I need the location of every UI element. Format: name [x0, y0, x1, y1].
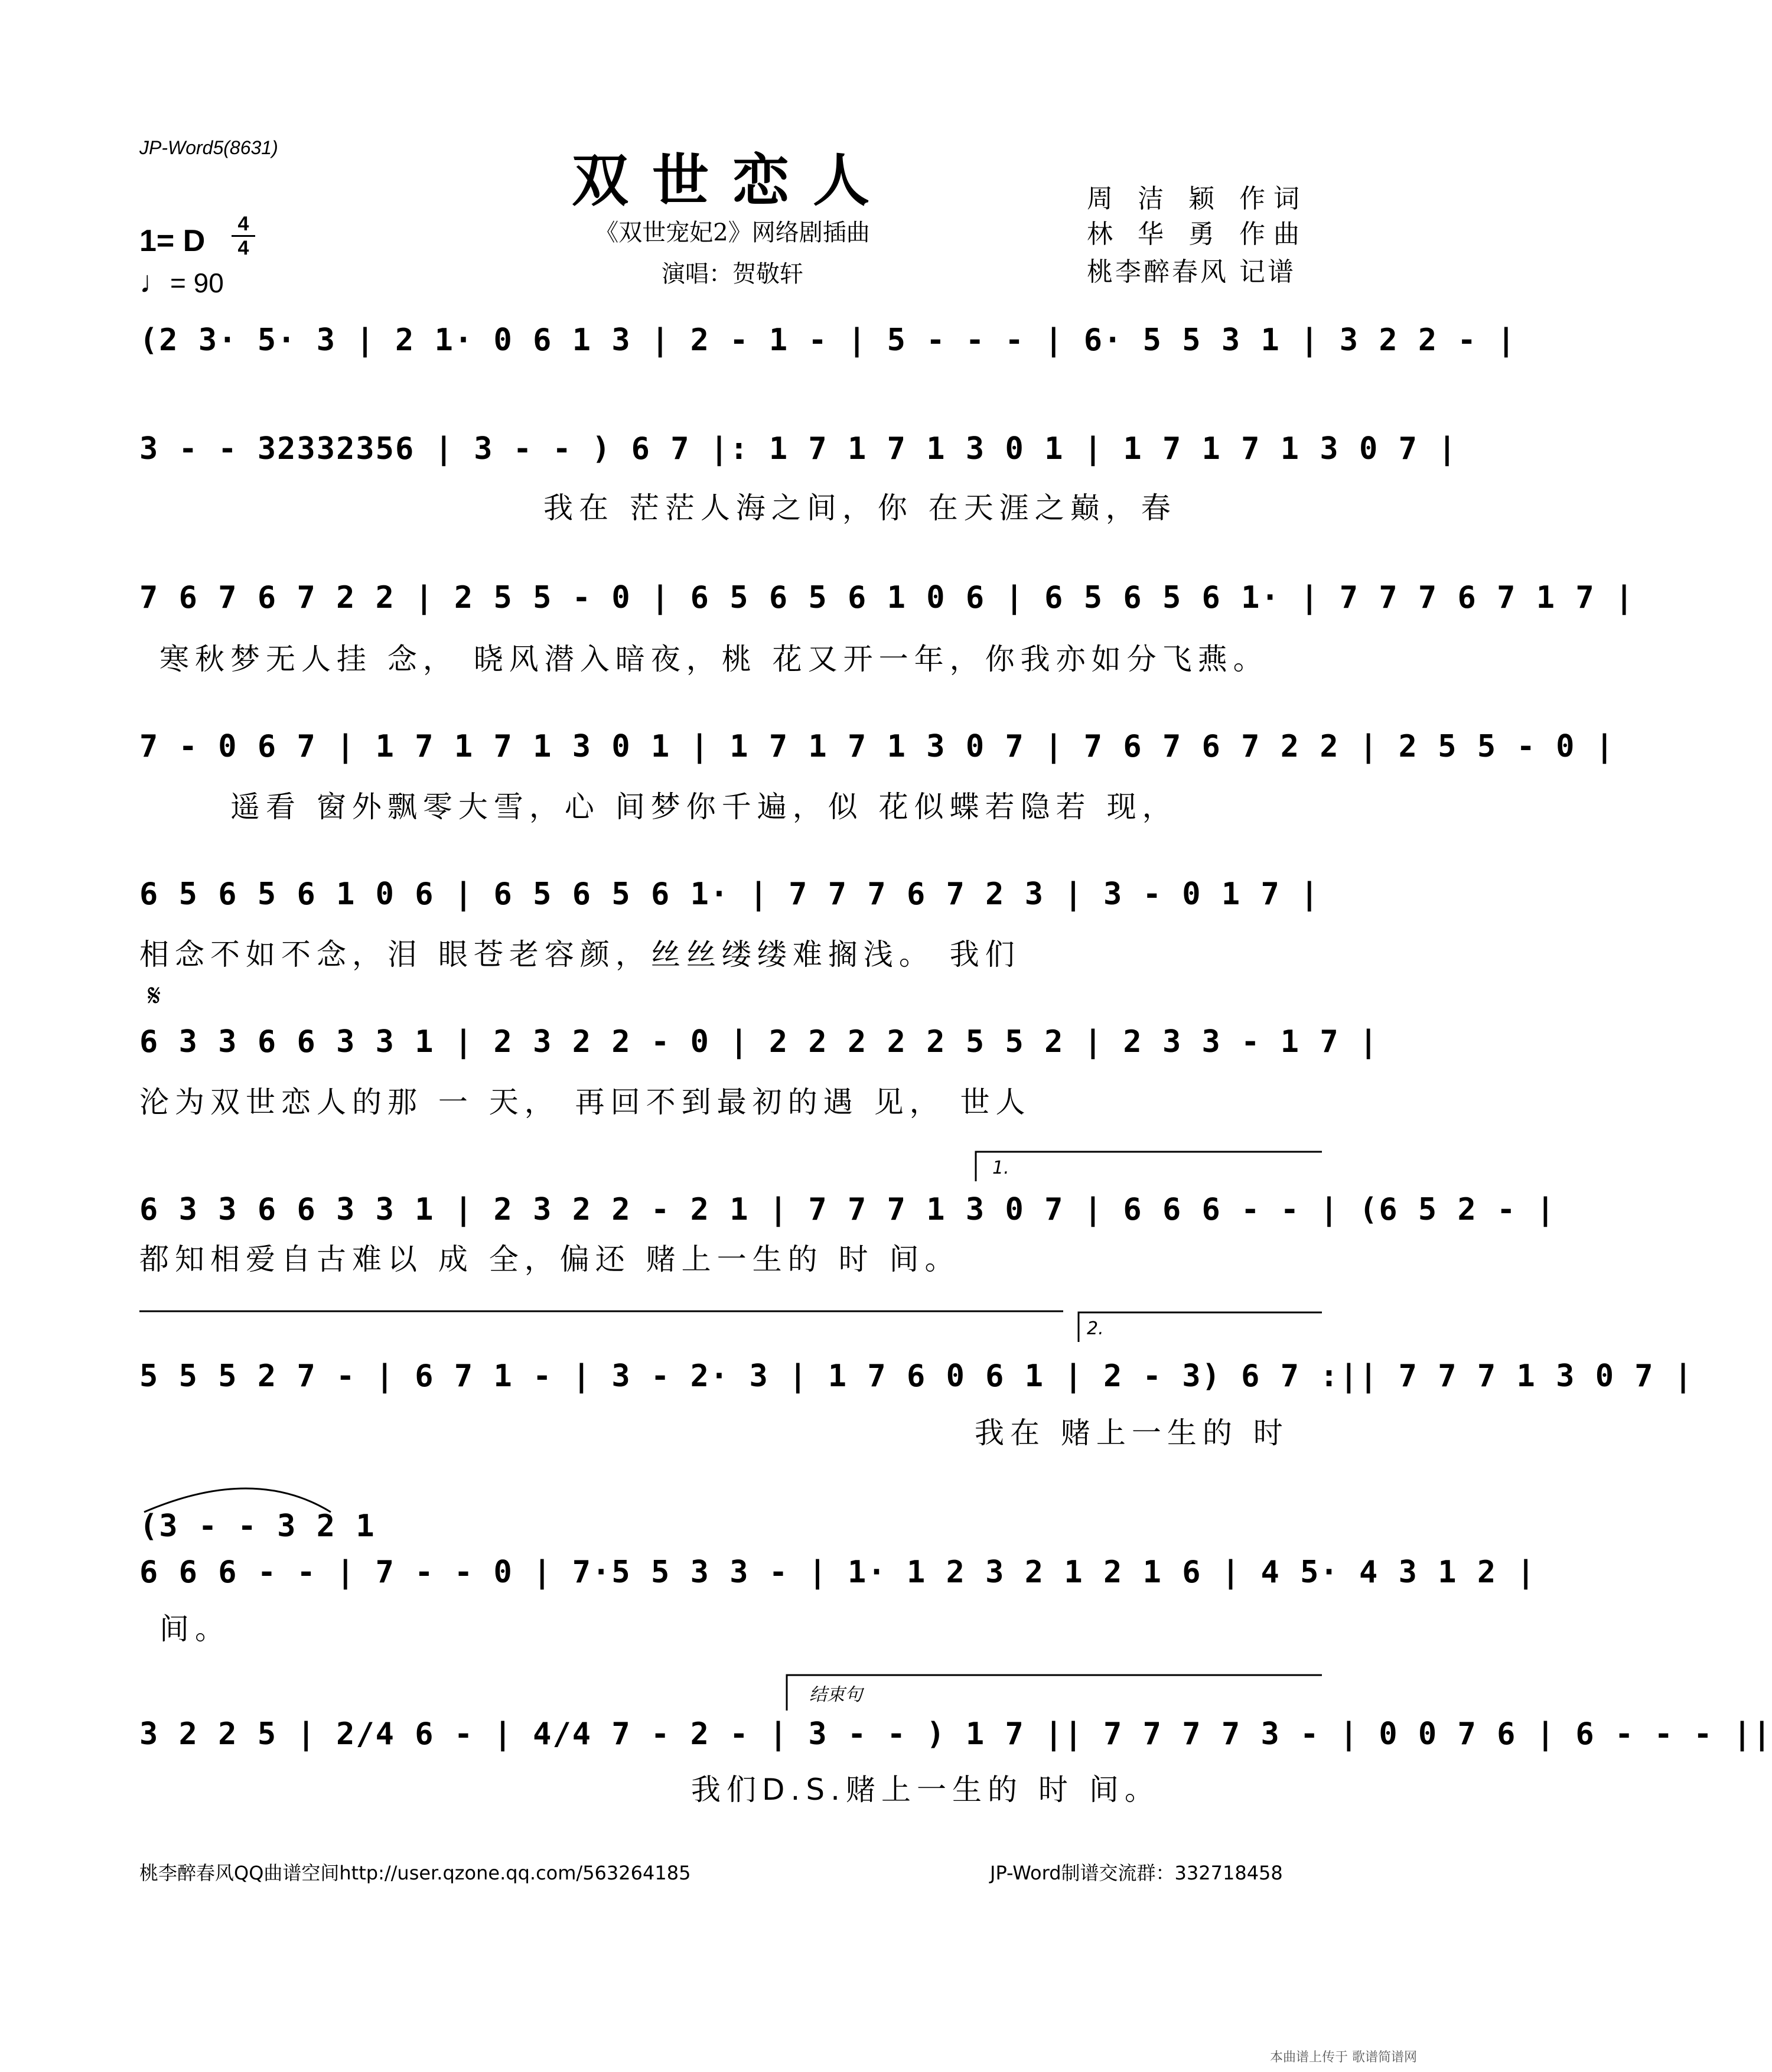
ending-section-label: 结束句 — [809, 1685, 862, 1705]
lyricist-credit: 周 洁 颖 作词 — [1087, 184, 1308, 214]
source-id: JP-Word5(8631) — [139, 137, 278, 158]
first-ending-label: 1. — [992, 1158, 1009, 1178]
second-ending-bracket — [1079, 1312, 1322, 1342]
system-5-notes: 6 5 6 5 6 1 0 6 | 6 5 6 5 6 1· | 7 7 7 6 7 2 3 | 3 - 0 1 7 | — [139, 877, 1320, 912]
system-3-notes: 7 6 7 6 7 2 2 | 2 5 5 - 0 | 6 5 6 5 6 1 0 6 | 6 5 6 5 6 1· | 7 7 7 6 7 1 7 | — [139, 580, 1635, 615]
system-2-lyrics: 我在 茫茫人海之间，你 在天涯之巅，春 — [543, 491, 1177, 525]
system-3-lyrics: 寒秋梦无人挂 念， 晓风潜入暗夜，桃 花又开一年，你我亦如分飞燕。 — [159, 642, 1269, 676]
footer-group-info: JP-Word制谱交流群：332718458 — [990, 1862, 1283, 1884]
system-8-lyrics: 我在 赌上一生的 时 — [975, 1416, 1289, 1450]
footer-qzone-link: 桃李醉春风QQ曲谱空间http://user.qzone.qq.com/563264185 — [139, 1862, 691, 1884]
system-4-lyrics: 遥看 窗外飘零大雪，心 间梦你千遍，似 花似蝶若隐若 现， — [230, 790, 1178, 824]
system-7-notes: 6 3 3 6 6 3 3 1 | 2 3 2 2 - 2 1 | 7 7 7 1 3 0 7 | 6 6 6 - - | (6 5 2 - | — [139, 1192, 1556, 1227]
singer-credit: 演唱：贺敬轩 — [662, 260, 803, 288]
tempo-value: = 90 — [170, 268, 224, 298]
system-4-notes: 7 - 0 6 7 | 1 7 1 7 1 3 0 1 | 1 7 1 7 1 3 0 7 | 7 6 7 6 7 2 2 | 2 5 5 - 0 | — [139, 729, 1615, 764]
system-2-notes: 3 - - 32332356 | 3 - - ) 6 7 |: 1 7 1 7 1 3 0 1 | 1 7 1 7 1 3 0 7 | — [139, 431, 1458, 467]
system-10-lyrics: 我们D.S.赌上一生的 时 间。 — [691, 1773, 1160, 1807]
key-signature: 1= D — [139, 224, 206, 258]
song-title: 双世恋人 — [572, 147, 893, 214]
system-5-lyrics: 相念不如不念，泪 眼苍老容颜，丝丝缕缕难搁浅。 我们 — [139, 937, 1021, 972]
system-6-notes: 6 3 3 6 6 3 3 1 | 2 3 2 2 - 0 | 2 2 2 2 2 5 5 2 | 2 3 3 - 1 7 | — [139, 1024, 1379, 1060]
system-6-lyrics: 沦为双世恋人的那 一 天， 再回不到最初的遇 见， 世人 — [139, 1085, 1031, 1119]
segno-icon: 𝄋 — [148, 978, 161, 1014]
second-ending-label: 2. — [1087, 1318, 1104, 1339]
system-9-lyrics: 间。 — [159, 1612, 230, 1646]
time-signature-bottom: 4 — [237, 237, 249, 259]
site-watermark: 本曲谱上传于 歌谱简谱网 — [1270, 2050, 1417, 2065]
song-subtitle: 《双世宠妃2》网络剧插曲 — [595, 219, 870, 246]
quarter-note-icon: ♩ — [139, 265, 170, 299]
ending-section-bracket — [787, 1675, 1322, 1711]
system-1-notes: (2 3· 5· 3 | 2 1· 0 6 1 3 | 2 - 1 - | 5 - - - | 6· 5 5 3 1 | 3 2 2 - | — [139, 322, 1517, 358]
system-9-notes: 6 6 6 - - | 7 - - 0 | 7·5 5 3 3 - | 1· 1 2 3 2 1 2 1 6 | 4 5· 4 3 1 2 | — [139, 1555, 1536, 1590]
system-9-upper-notes: (3 - - 3 2 1 — [139, 1509, 376, 1544]
system-7-lyrics: 都知相爱自古难以 成 全，偏还 赌上一生的 时 间。 — [139, 1242, 960, 1276]
slur-arc — [144, 1488, 331, 1512]
time-signature-top: 4 — [237, 213, 249, 235]
system-8-notes: 5 5 5 2 7 - | 6 7 1 - | 3 - 2· 3 | 1 7 6 0 6 1 | 2 - 3) 6 7 :|| 7 7 7 1 3 0 7 | — [139, 1358, 1694, 1394]
first-ending-bracket — [976, 1152, 1322, 1181]
transcriber-credit: 桃李醉春风 记谱 — [1087, 257, 1296, 287]
system-10-notes: 3 2 2 5 | 2/4 6 - | 4/4 7 - 2 - | 3 - - ) 1 7 || 7 7 7 7 3 - | 0 0 7 6 | 6 - - - || — [139, 1716, 1772, 1752]
composer-credit: 林 华 勇 作曲 — [1087, 219, 1308, 249]
